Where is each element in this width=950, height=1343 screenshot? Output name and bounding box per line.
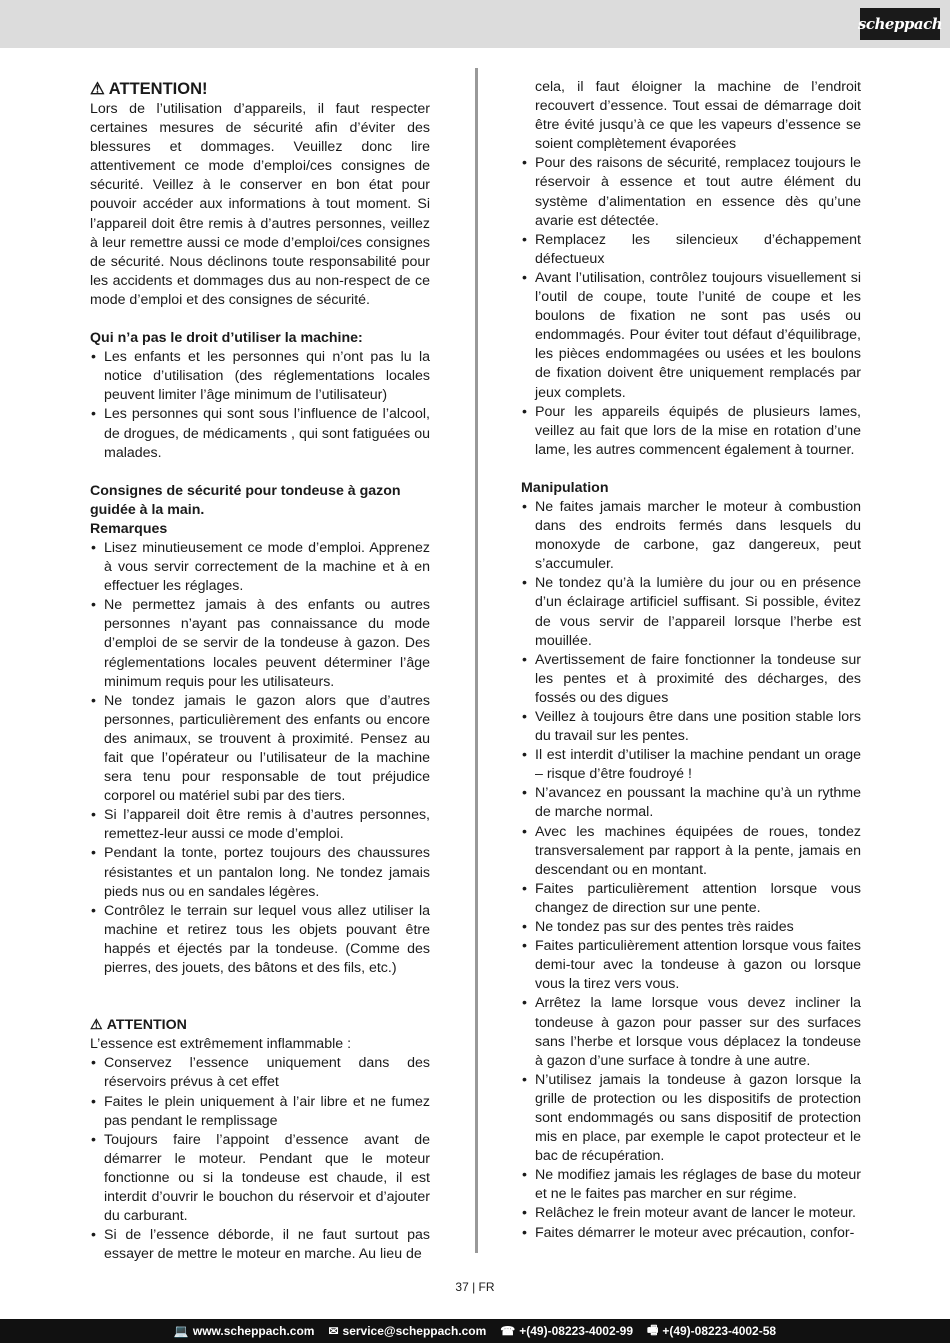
website-link[interactable]: www.scheppach.com xyxy=(192,1324,315,1338)
attention2-heading xyxy=(90,1016,430,1035)
who-heading: Qui n’a pas le droit d’utiliser la machine: xyxy=(90,330,363,347)
list-item: • Les personnes qui sont sous l’influence de l’alcool, de drogues, de médicaments , qui sont fatiguées ou malades. xyxy=(90,405,430,462)
list-item: • Arrêtez la lame lorsque vous devez incliner la tondeuse à gazon pour passer sur des surfaces sans l’herbe et lorsque vous déplacez la tondeuse à gazon d’une surface à tondre à une autre. xyxy=(521,994,861,1070)
handling-list xyxy=(521,498,861,1243)
email-link[interactable]: service@scheppach.com xyxy=(342,1324,487,1338)
list-item: • Ne modifiez jamais les réglages de base du moteur et ne le faites pas marcher en sur régime. xyxy=(521,1166,861,1204)
fax-icon: 🖷 xyxy=(647,1322,659,1337)
page-number: 37 | FR xyxy=(455,1280,495,1294)
list-item: • Pendant la tonte, portez toujours des chaussures résistantes et un pantalon long. Ne tondez jamais pieds nus ou en sandales légères. xyxy=(90,844,430,901)
safety-heading: Consignes de sécurité pour tondeuse à gazon guidée à la main. xyxy=(90,482,401,518)
list-item: • Faites le plein uniquement à l’air libre et ne fumez pas pendant le remplissage xyxy=(90,1093,430,1131)
list-item: • Avec les machines équipées de roues, tondez transversalement par rapport à la pente, jamais en descendant ou en montant. xyxy=(521,823,861,880)
computer-icon: 💻 xyxy=(173,1324,189,1338)
list-item: • Ne permettez jamais à des enfants ou autres personnes n’ayant pas connaissance du mode d’emploi de se servir de la tondeuse à gazon. Des réglementations locales peuvent déterminer l’âge minimum requis pour les utilisateurs. xyxy=(90,596,430,691)
list-item: • Ne tondez pas sur des pentes très raides xyxy=(521,918,861,937)
remarks-list xyxy=(90,539,430,978)
list-item: • Relâchez le frein moteur avant de lancer le moteur. xyxy=(521,1204,861,1223)
list-item: • Si l’appareil doit être remis à d’autres personnes, remettez-leur aussi ce mode d’emploi. xyxy=(90,806,430,844)
scheppach-logo: scheppach xyxy=(860,8,940,40)
list-item: • Remplacez les silencieux d’échappement défectueux xyxy=(521,231,861,269)
list-item: • Conservez l’essence uniquement dans des réservoirs prévus à cet effet xyxy=(90,1054,430,1092)
list-item: • Ne faites jamais marcher le moteur à combustion dans des endroits fermés dans lesquels du monoxyde de carbone, gaz dangereux, peut s’accumuler. xyxy=(521,498,861,574)
fax-number: +(49)-08223-4002-58 xyxy=(662,1324,777,1338)
right-column xyxy=(521,78,861,1243)
footer-fax xyxy=(647,1321,776,1342)
attention2-title: ATTENTION xyxy=(106,1017,187,1034)
fuel-list-continued xyxy=(521,154,861,460)
list-item: • Avant l’utilisation, contrôlez toujours visuellement si l’outil de coupe, toute l’unité de coupe et les boulons de fixation ne sont pas usés ou endommagés. Pour éviter tout défaut d’équilibrage, les pièces endommagées ou usées et les boulons de fixation doivent être uniquement remplacés par jeux complets. xyxy=(521,269,861,403)
footer-email[interactable] xyxy=(328,1324,486,1338)
list-item: • N’avancez en poussant la machine qu’à un rythme de marche normal. xyxy=(521,784,861,822)
list-item: • Pour les appareils équipés de plusieurs lames, veillez au fait que lors de la mise en rotation d’une lame, les autres commencent également à tourner. xyxy=(521,403,861,460)
list-item: • Faites particulièrement attention lorsque vous faites demi-tour avec la tondeuse à gazon ou lorsque vous la tirez vers vous. xyxy=(521,937,861,994)
footer-bar xyxy=(0,1319,950,1343)
continued-paragraph: cela, il faut éloigner la machine de l’endroit recouvert d’essence. Tout essai de démarrage doit être évité jusqu’à ce que les vapeurs d’essence se soient complètement évaporées xyxy=(535,79,861,153)
list-item: • Il est interdit d’utiliser la machine pendant un orage – risque d’être foudroyé ! xyxy=(521,746,861,784)
list-item: • Faites démarrer le moteur avec précaution, confor- xyxy=(521,1224,861,1243)
list-item: • Pour des raisons de sécurité, remplacez toujours le réservoir à essence et tout autre élément du système d’alimentation en essence dès qu’une avarie est détectée. xyxy=(521,154,861,230)
warning-icon: ⚠ xyxy=(90,1017,103,1034)
list-item: • Avertissement de faire fonctionner la tondeuse sur les pentes et à proximité des décharges, des fossés ou des digues xyxy=(521,651,861,708)
attention-paragraph: Lors de l’utilisation d’appareils, il faut respecter certaines mesures de sécurité afin d’éviter des blessures et dommages. Veuillez donc lire attentivement ce mode d’emploi/ces consignes de sécurité. Veillez à le conserver en bon état pour pouvoir accéder aux informations à tout moment. Si l’appareil doit être remis à d’autres personnes, veillez à leur remettre aussi ce mode d’emploi/ces consignes de sécurité. Nous déclinons toute responsabilité pour les accidents et dommages dus au non-respect de ce mode d’emploi et des consignes de sécurité. xyxy=(90,101,430,308)
handling-heading: Manipulation xyxy=(521,479,609,496)
phone-number: +(49)-08223-4002-99 xyxy=(519,1324,633,1338)
remarks-heading: Remarques xyxy=(90,520,168,537)
list-item: • Les enfants et les personnes qui n’ont pas lu la notice d’utilisation (des réglementations locales peuvent limiter l’âge minimum de l’utilisateur) xyxy=(90,348,430,405)
list-item: • N’utilisez jamais la tondeuse à gazon lorsque la grille de protection ou les dispositifs de protection sont endommagés ou sans dispositif de protection mis en place, par exemple le capot protecteur et le bac de récupération. xyxy=(521,1071,861,1166)
list-item: • Si de l’essence déborde, il ne faut surtout pas essayer de mettre le moteur en marche. Au lieu de xyxy=(90,1226,430,1264)
column-divider xyxy=(475,68,478,1253)
warning-icon: ⚠ xyxy=(90,80,105,98)
list-item: • Ne tondez qu’à la lumière du jour ou en présence d’un éclairage artificiel suffisant. Si possible, évitez de vous servir de l’appareil lorsque l’herbe est mouillée. xyxy=(521,574,861,650)
list-item: • Veillez à toujours être dans une position stable lors du travail sur les pentes. xyxy=(521,708,861,746)
header-bar xyxy=(0,0,950,48)
footer-website[interactable] xyxy=(174,1324,315,1338)
list-item: • Contrôlez le terrain sur lequel vous allez utiliser la machine et retirez tous les objets pouvant être happés et éjectés par la tondeuse. (Comme des pierres, des jouets, des bâtons et des fils, etc.) xyxy=(90,902,430,978)
who-list xyxy=(90,348,430,463)
attention-title: ATTENTION! xyxy=(108,80,208,98)
footer-phone xyxy=(500,1324,633,1338)
fuel-intro: L’essence est extrêmement inflammable : xyxy=(90,1036,352,1053)
list-item: • Faites particulièrement attention lorsque vous changez de direction sur une pente. xyxy=(521,880,861,918)
list-item: • Toujours faire l’appoint d’essence avant de démarrer le moteur. Pendant que le moteur fonctionne ou si la tondeuse est chaude, il est interdit d’ouvrir le bouchon du réservoir et d’ajouter du carburant. xyxy=(90,1131,430,1226)
list-item: • Ne tondez jamais le gazon alors que d’autres personnes, particulièrement des enfants ou encore des animaux, se trouvent à proximité. Pensez au fait que l’opérateur ou l’utilisateur de la machine sera tenu pour responsable de tout préjudice corporel ou matériel subi par des tiers. xyxy=(90,692,430,807)
attention-heading xyxy=(90,78,430,100)
list-item: • Lisez minutieusement ce mode d’emploi. Apprenez à vous servir correctement de la machine et à en effectuer les réglages. xyxy=(90,539,430,596)
mail-icon: ✉ xyxy=(328,1324,339,1338)
fuel-list xyxy=(90,1054,430,1264)
phone-icon: ☎ xyxy=(500,1324,516,1338)
left-column xyxy=(90,78,430,1264)
